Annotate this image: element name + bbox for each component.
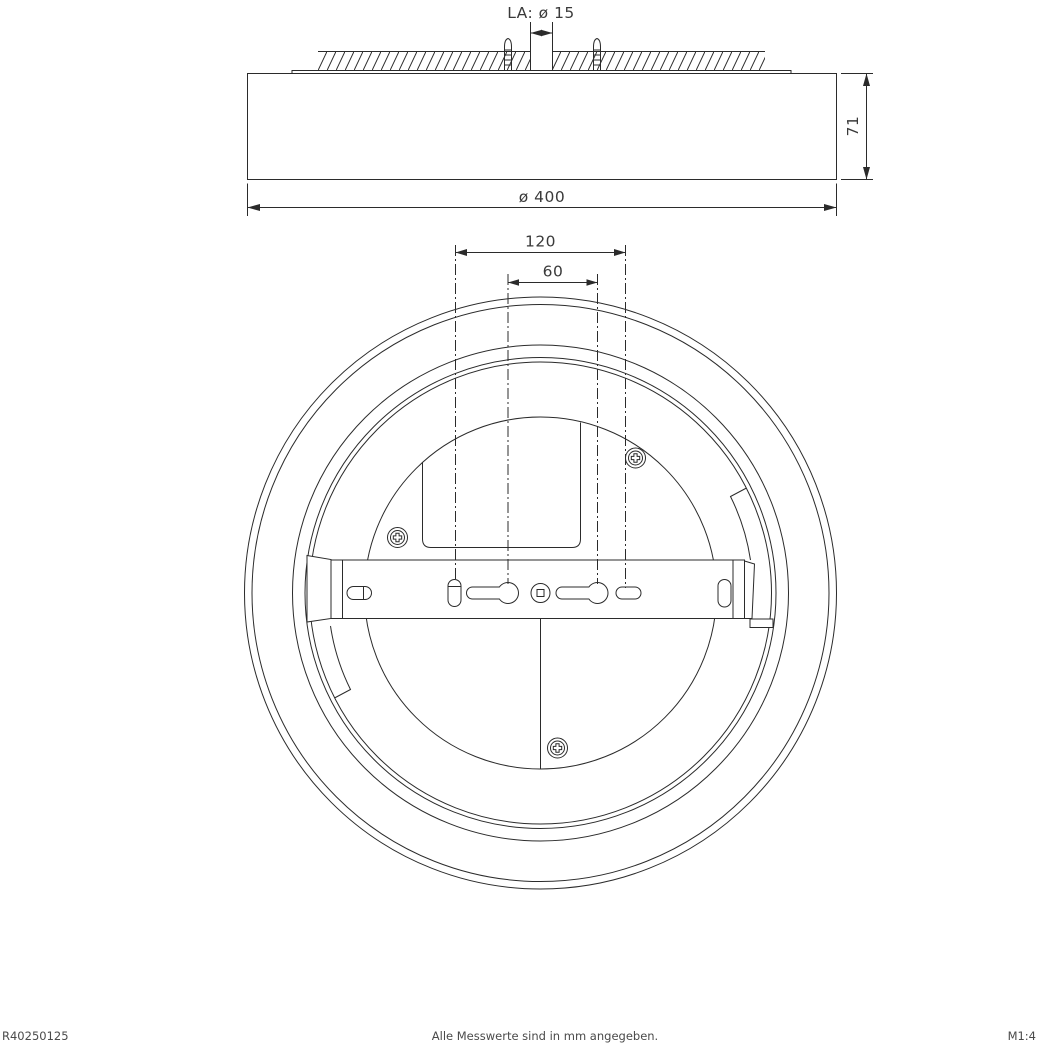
arrow-right-icon bbox=[824, 204, 837, 211]
bracket-left-end-tab bbox=[307, 556, 331, 623]
dim-mounting-spacing-outer bbox=[456, 233, 626, 257]
phillips-screw-bottom-icon bbox=[548, 738, 568, 758]
phillips-screw-upper-right-icon bbox=[626, 448, 646, 468]
arrow-right-icon bbox=[587, 279, 598, 286]
bracket-right-end-tab bbox=[745, 561, 755, 619]
dim-body-diameter bbox=[248, 184, 837, 217]
dim-mounting-spacing-inner bbox=[508, 263, 598, 286]
footer-note: Alle Messwerte sind in mm angegeben. bbox=[431, 1029, 659, 1043]
ceiling-hatch-left bbox=[318, 52, 531, 71]
bayonet-notch-upper-right bbox=[731, 488, 751, 560]
mounting-spacing-outer-label: 120 bbox=[524, 232, 557, 251]
ceiling-hatch-right bbox=[553, 52, 766, 71]
arrow-right-icon bbox=[614, 249, 626, 256]
body-height-label: 71 bbox=[844, 115, 862, 137]
dim-ceiling-hole-extension-lines bbox=[531, 22, 553, 71]
arrow-left-icon bbox=[248, 204, 261, 211]
bottom-view bbox=[245, 233, 837, 890]
footer-article-number: R40250125 bbox=[2, 1029, 69, 1043]
side-view bbox=[248, 4, 874, 216]
arrow-down-icon bbox=[863, 167, 870, 180]
bracket-right-foot bbox=[750, 619, 773, 628]
arrow-up-icon bbox=[863, 74, 870, 87]
arrow-left-icon bbox=[531, 30, 543, 36]
dim-body-height bbox=[841, 74, 873, 180]
arrow-right-icon bbox=[541, 30, 553, 36]
arrow-left-icon bbox=[456, 249, 468, 256]
phillips-screw-left-icon bbox=[388, 528, 408, 548]
terminal-box-outline bbox=[423, 423, 581, 548]
ceiling-hole-label: LA: ø 15 bbox=[507, 4, 575, 22]
body-diameter-label: ø 400 bbox=[518, 188, 566, 206]
footer bbox=[2, 1029, 1036, 1043]
ceiling-section-hatch bbox=[318, 52, 765, 71]
footer-scale: M1:4 bbox=[1007, 1029, 1036, 1043]
mounting-bracket bbox=[307, 556, 773, 628]
arrow-left-icon bbox=[508, 279, 519, 286]
mounting-spacing-inner-label: 60 bbox=[542, 262, 564, 281]
bayonet-notch-lower-left bbox=[331, 626, 351, 698]
lamp-body-outline bbox=[248, 74, 837, 180]
